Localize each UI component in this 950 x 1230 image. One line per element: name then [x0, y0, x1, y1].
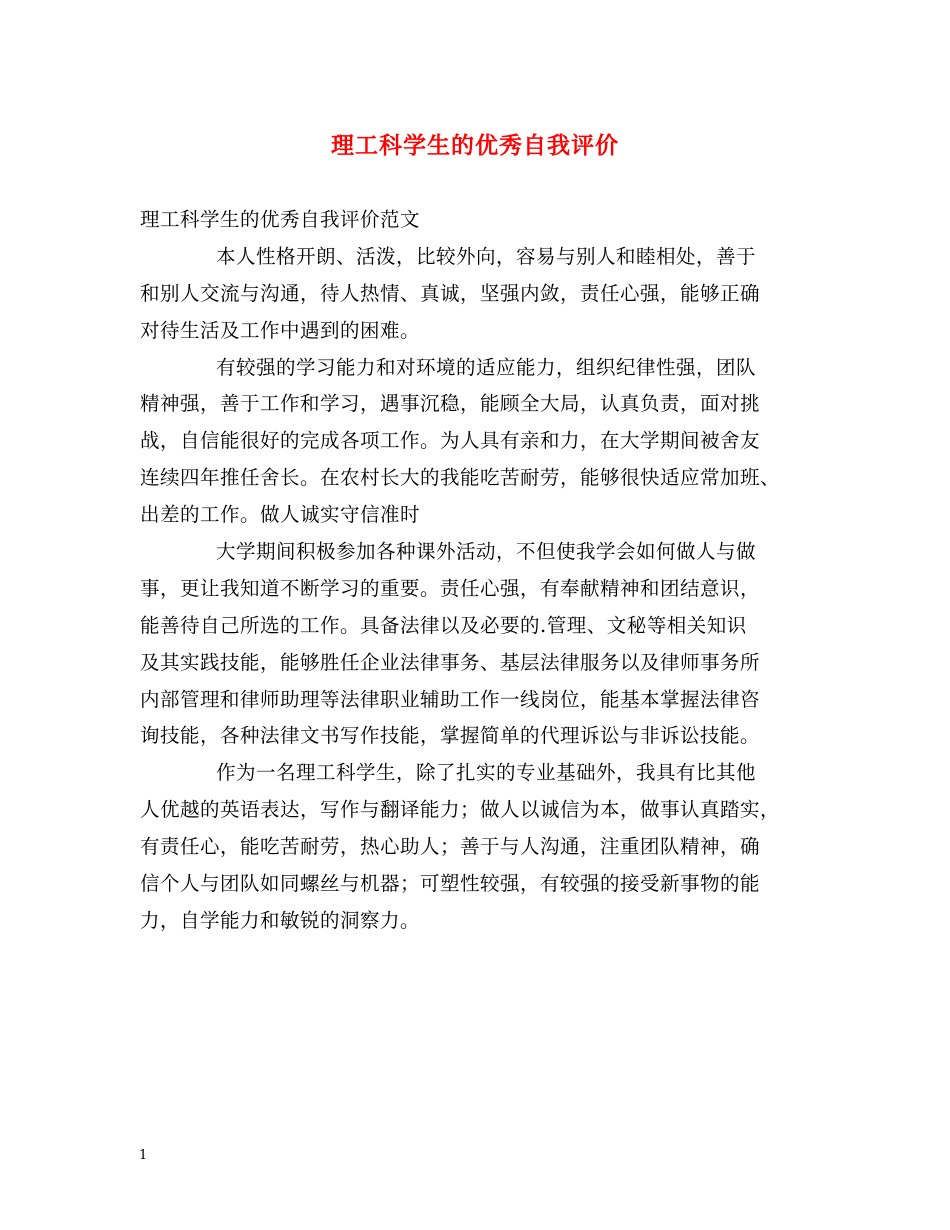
body-line: 事，更让我知道不断学习的重要。责任心强，有奉献精神和团结意识，	[140, 576, 761, 600]
body-line: 出差的工作。做人诚实守信准时	[140, 503, 421, 527]
body-line: 连续四年推任舍长。在农村长大的我能吃苦耐劳，能够很快适应常加班、	[140, 466, 781, 490]
body-line: 人优越的英语表达，写作与翻译能力；做人以诚信为本，做事认真踏实，	[140, 798, 781, 822]
body-line: 及其实践技能，能够胜任企业法律事务、基层法律服务以及律师事务所	[140, 650, 761, 674]
body-line: 询技能，各种法律文书写作技能，掌握简单的代理诉讼与非诉讼技能。	[140, 724, 761, 748]
body-line: 内部管理和律师助理等法律职业辅助工作一线岗位，能基本掌握法律咨	[140, 687, 761, 711]
body-line: 能善待自己所选的工作。具备法律以及必要的.管理、文秘等相关知识	[140, 613, 747, 637]
body-line: 信个人与团队如同螺丝与机器；可塑性较强，有较强的接受新事物的能	[140, 872, 761, 896]
body-line: 和别人交流与沟通，待人热情、真诚，坚强内敛，责任心强，能够正确	[140, 281, 761, 305]
body-line: 战，自信能很好的完成各项工作。为人具有亲和力，在大学期间被舍友	[140, 429, 761, 453]
document-title: 理工科学生的优秀自我评价	[331, 132, 619, 159]
body-line: 大学期间积极参加各种课外活动，不但使我学会如何做人与做	[216, 540, 757, 564]
body-line: 力，自学能力和敏锐的洞察力。	[140, 908, 421, 932]
document-body	[140, 202, 830, 940]
subtitle-line: 理工科学生的优秀自我评价范文	[140, 208, 421, 231]
body-line: 有较强的学习能力和对环境的适应能力，组织纪律性强，团队	[216, 355, 757, 379]
body-line: 对待生活及工作中遇到的困难。	[140, 318, 421, 342]
body-line: 有责任心，能吃苦耐劳，热心助人；善于与人沟通，注重团队精神，确	[140, 835, 761, 859]
body-line: 精神强，善于工作和学习，遇事沉稳，能顾全大局，认真负责，面对挑	[140, 392, 761, 416]
page-number: 1	[139, 1148, 148, 1163]
body-line: 作为一名理工科学生，除了扎实的专业基础外，我具有比其他	[216, 761, 757, 785]
body-line: 本人性格开朗、活泼，比较外向，容易与别人和睦相处，善于	[216, 244, 757, 268]
